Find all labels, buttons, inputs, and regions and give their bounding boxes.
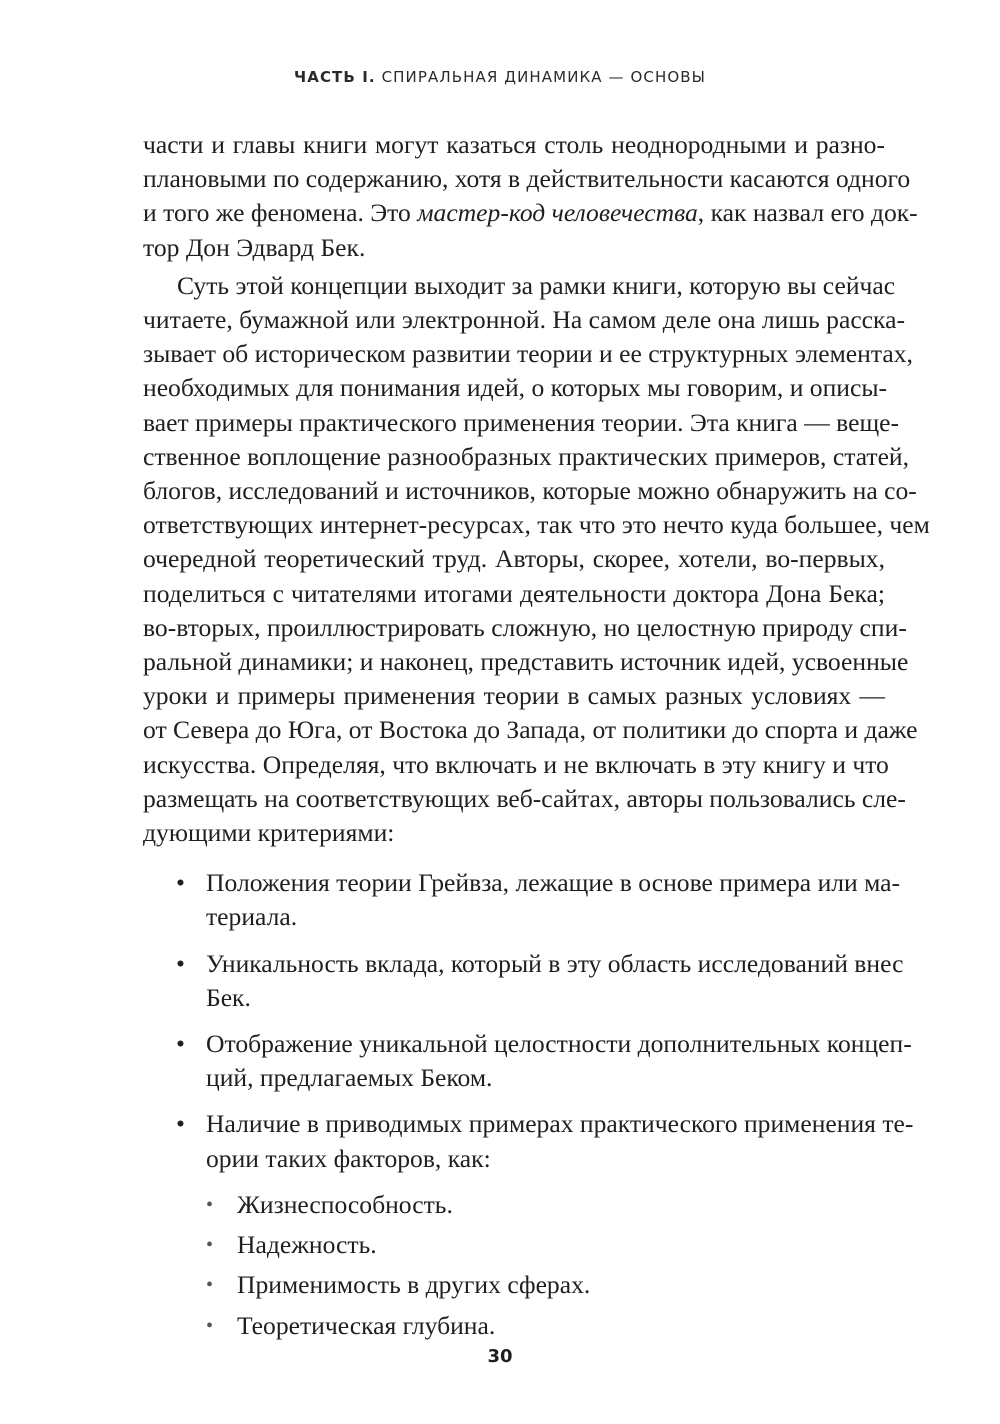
list-item-line: Наличие в приводимых примерах практического применения те- (206, 1109, 914, 1139)
paragraph-1 (143, 128, 918, 265)
sub-bullet-icon: • (206, 1314, 214, 1337)
factor-label: Жизнеспособность. (237, 1189, 453, 1219)
sub-bullet-icon: • (206, 1193, 214, 1216)
paragraph-line: дующими критериями: (143, 818, 395, 848)
list-item-line: териала. (206, 902, 298, 932)
list-item (143, 866, 901, 934)
sub-list-item (143, 1228, 885, 1262)
bullet-icon: • (176, 1029, 185, 1059)
paragraph-line: размещать на соответствующих веб-сайтах, авторы пользовались сле- (143, 783, 906, 813)
list-item-line: Уникальность вклада, который в эту область исследований внес (206, 948, 904, 978)
paragraph-line: поделиться с читателями итогами деятельности доктора Дона Бека; (143, 578, 885, 608)
paragraph-line: уроки и примеры применения теории в самых разных условиях — (143, 681, 885, 711)
paragraph-line: во-вторых, проиллюстрировать сложную, но целостную природу спи- (143, 612, 907, 642)
factor-label: Теоретическая глубина. (237, 1310, 496, 1340)
paragraph-line: ственное воплощение разнообразных практических примеров, статей, (143, 441, 910, 471)
running-head-part: ЧАСТЬ I. (294, 68, 376, 86)
text-run: , как назвал его док- (697, 198, 918, 228)
list-item-line: ории таких факторов, как: (206, 1143, 491, 1173)
list-item-line: Бек. (206, 982, 251, 1012)
bullet-icon: • (176, 1109, 185, 1139)
paragraph-line: плановыми по содержанию, хотя в действительности касаются одного (143, 164, 911, 194)
paragraph-line: читаете, бумажной или электронной. На самом деле она лишь расска- (143, 305, 905, 335)
paragraph-line: ральной динамики; и наконец, представить источник идей, усвоенные (143, 647, 909, 677)
bullet-icon: • (176, 948, 185, 978)
sub-bullet-icon: • (206, 1234, 214, 1257)
list-item-line: Положения теории Грейвза, лежащие в основе примера или ма- (206, 868, 901, 898)
sub-list-item (143, 1309, 885, 1343)
sub-bullet-icon: • (206, 1274, 214, 1297)
paragraph-line: тор Дон Эдвард Бек. (143, 232, 366, 262)
factor-label: Применимость в других сферах. (237, 1270, 591, 1300)
sub-list-item (143, 1188, 885, 1222)
factor-label: Надежность. (237, 1230, 377, 1260)
emphasis-master-code: мастер-код человечества (417, 198, 698, 228)
paragraph-line: от Севера до Юга, от Востока до Запада, от политики до спорта и даже (143, 715, 918, 745)
paragraph-line: вает примеры практического применения теории. Эта книга — веще- (143, 407, 900, 437)
sub-list-item (143, 1268, 885, 1302)
list-item (143, 947, 904, 1015)
paragraph-line: блогов, исследований и источников, которые можно обнаружить на со- (143, 476, 917, 506)
paragraph-line: части и главы книги могут казаться столь неоднородными и разно- (143, 130, 885, 159)
list-item (143, 1107, 914, 1175)
paragraph-line: Суть этой концепции выходит за рамки книги, которую вы сейчас (177, 270, 896, 300)
paragraph-2 (143, 269, 930, 850)
list-item (143, 1027, 912, 1095)
criteria-list (143, 866, 914, 1176)
paragraph-line: необходимых для понимания идей, о которых мы говорим, и описы- (143, 373, 888, 403)
paragraph-line: искусства. Определяя, что включать и не включать в эту книгу и что (143, 749, 889, 779)
factors-list (143, 1188, 885, 1343)
body-text (143, 128, 930, 1349)
paragraph-line: очередной теоретический труд. Авторы, скорее, хотели, во-первых, (143, 544, 885, 574)
running-head (0, 68, 1000, 86)
paragraph-line: зывает об историческом развитии теории и ее структурных элементах, (143, 339, 913, 369)
paragraph-line: ответствующих интернет-ресурсах, так что это нечто куда большее, чем (143, 510, 930, 540)
page-number: 30 (487, 1346, 513, 1367)
bullet-icon: • (176, 868, 185, 898)
running-head-title: СПИРАЛЬНАЯ ДИНАМИКА — ОСНОВЫ (381, 68, 706, 86)
text-run: и того же феномена. Это (143, 198, 418, 228)
list-item-line: Отображение уникальной целостности дополнительных концеп- (206, 1029, 912, 1059)
list-item-line: ций, предлагаемых Беком. (206, 1063, 493, 1093)
paragraph-line (143, 196, 918, 230)
